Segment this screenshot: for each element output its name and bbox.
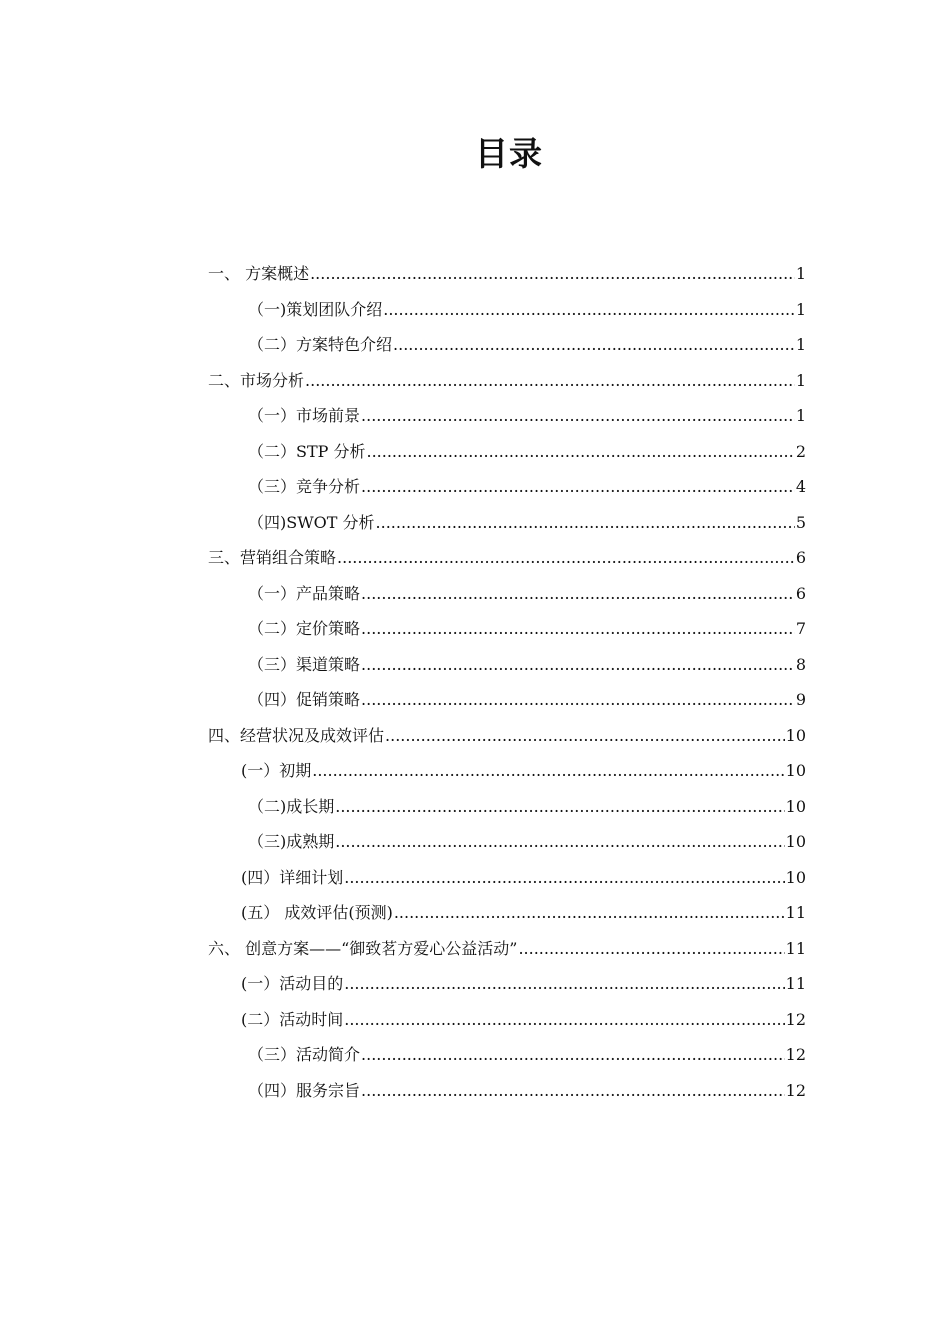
toc-page-number: 6 xyxy=(795,583,806,603)
toc-dot-leader xyxy=(361,469,795,505)
toc-entry[interactable] xyxy=(208,469,806,505)
toc-page-number: 2 xyxy=(795,441,806,461)
toc-entry[interactable] xyxy=(208,327,806,363)
toc-entry[interactable] xyxy=(208,1073,806,1109)
toc-page-number: 8 xyxy=(795,654,806,674)
toc-entry-label: (一）初期 xyxy=(241,761,312,780)
toc-entry-label: (二）活动时间 xyxy=(241,1009,344,1029)
toc-page-number: 1 xyxy=(795,264,806,283)
toc-dot-leader xyxy=(361,398,795,434)
toc-page-number: 11 xyxy=(785,903,806,922)
toc-dot-leader xyxy=(312,753,784,789)
toc-entry-label: （三）渠道策略 xyxy=(248,654,361,674)
toc-entry[interactable] xyxy=(208,576,806,612)
toc-dot-leader xyxy=(310,256,795,292)
toc-entry-label: （二）定价策略 xyxy=(248,619,361,638)
toc-entry[interactable] xyxy=(208,718,806,754)
toc-entry-label: （三）活动简介 xyxy=(248,1045,361,1064)
toc-dot-leader xyxy=(393,327,795,363)
toc-entry-label: （一）市场前景 xyxy=(248,406,361,425)
toc-page-number: 11 xyxy=(785,938,806,958)
toc-entry[interactable] xyxy=(208,966,806,1002)
toc-entry[interactable] xyxy=(208,505,806,541)
table-of-contents xyxy=(208,256,806,1108)
toc-dot-leader xyxy=(361,1037,785,1073)
toc-entry[interactable] xyxy=(208,256,806,292)
page-title: 目录 xyxy=(475,134,543,173)
toc-entry-label: （四)SWOT 分析 xyxy=(248,512,375,532)
toc-page-number: 10 xyxy=(785,725,806,745)
toc-page-number: 12 xyxy=(785,1009,806,1029)
toc-entry[interactable] xyxy=(208,789,806,825)
toc-entry[interactable] xyxy=(208,363,806,399)
toc-dot-leader xyxy=(344,966,784,1002)
toc-entry[interactable] xyxy=(208,895,806,931)
toc-page-number: 10 xyxy=(785,761,806,780)
toc-entry-label: (一）活动目的 xyxy=(241,974,344,993)
toc-dot-leader xyxy=(518,931,784,967)
toc-entry[interactable] xyxy=(208,824,806,860)
toc-entry[interactable] xyxy=(208,611,806,647)
toc-entry-label: （二）STP 分析 xyxy=(248,441,366,461)
toc-entry-label: （一）产品策略 xyxy=(248,583,361,603)
toc-entry[interactable] xyxy=(208,682,806,718)
toc-entry-label: 三、营销组合策略 xyxy=(208,548,337,567)
toc-entry-label: 六、 创意方案——“御致茗方爱心公益活动” xyxy=(208,938,518,958)
toc-dot-leader xyxy=(367,434,795,470)
toc-dot-leader xyxy=(361,647,795,683)
toc-entry[interactable] xyxy=(208,434,806,470)
toc-entry-label: （四）服务宗旨 xyxy=(248,1080,361,1100)
toc-entry[interactable] xyxy=(208,398,806,434)
toc-entry-label: 二、市场分析 xyxy=(208,370,305,390)
toc-dot-leader xyxy=(361,682,795,718)
toc-page-number: 1 xyxy=(795,299,806,319)
toc-page-number: 5 xyxy=(795,512,806,532)
toc-page-number: 6 xyxy=(795,548,806,567)
toc-entry-label: （三)成熟期 xyxy=(248,832,335,851)
toc-entry[interactable] xyxy=(208,647,806,683)
toc-page-number: 1 xyxy=(795,335,806,354)
toc-dot-leader xyxy=(361,1073,785,1109)
toc-entry[interactable] xyxy=(208,860,806,896)
toc-page-number: 10 xyxy=(785,796,806,816)
toc-entry[interactable] xyxy=(208,1037,806,1073)
toc-entry-label: (五） 成效评估(预测) xyxy=(241,903,393,922)
toc-dot-leader xyxy=(361,611,795,647)
toc-page-number: 11 xyxy=(785,974,806,993)
toc-page-number: 1 xyxy=(795,370,806,390)
toc-entry-label: 四、经营状况及成效评估 xyxy=(208,725,385,745)
toc-entry-label: （三）竞争分析 xyxy=(248,477,361,496)
toc-page-number: 4 xyxy=(795,477,806,496)
toc-entry[interactable] xyxy=(208,1002,806,1038)
toc-page-number: 12 xyxy=(785,1080,806,1100)
toc-dot-leader xyxy=(385,718,785,754)
toc-dot-leader xyxy=(337,540,795,576)
toc-page-number: 1 xyxy=(795,406,806,425)
toc-entry-label: （一)策划团队介绍 xyxy=(248,299,383,319)
toc-dot-leader xyxy=(305,363,795,399)
toc-entry[interactable] xyxy=(208,931,806,967)
toc-dot-leader xyxy=(383,292,795,328)
toc-entry[interactable] xyxy=(208,753,806,789)
toc-page-number: 10 xyxy=(785,832,806,851)
toc-page-number: 10 xyxy=(785,867,806,887)
toc-page-number: 12 xyxy=(785,1045,806,1064)
toc-entry[interactable] xyxy=(208,540,806,576)
toc-page-number: 7 xyxy=(795,619,806,638)
toc-dot-leader xyxy=(376,505,795,541)
toc-entry[interactable] xyxy=(208,292,806,328)
toc-entry-label: （二）方案特色介绍 xyxy=(248,335,393,354)
toc-page-number: 9 xyxy=(795,690,806,709)
toc-entry-label: （四）促销策略 xyxy=(248,690,361,709)
toc-dot-leader xyxy=(361,576,795,612)
toc-dot-leader xyxy=(394,895,785,931)
toc-dot-leader xyxy=(335,789,784,825)
toc-dot-leader xyxy=(344,1002,784,1038)
toc-dot-leader xyxy=(335,824,784,860)
toc-entry-label: 一、 方案概述 xyxy=(208,264,310,283)
toc-dot-leader xyxy=(344,860,784,896)
toc-entry-label: (四）详细计划 xyxy=(241,867,344,887)
toc-entry-label: （二)成长期 xyxy=(248,796,335,816)
